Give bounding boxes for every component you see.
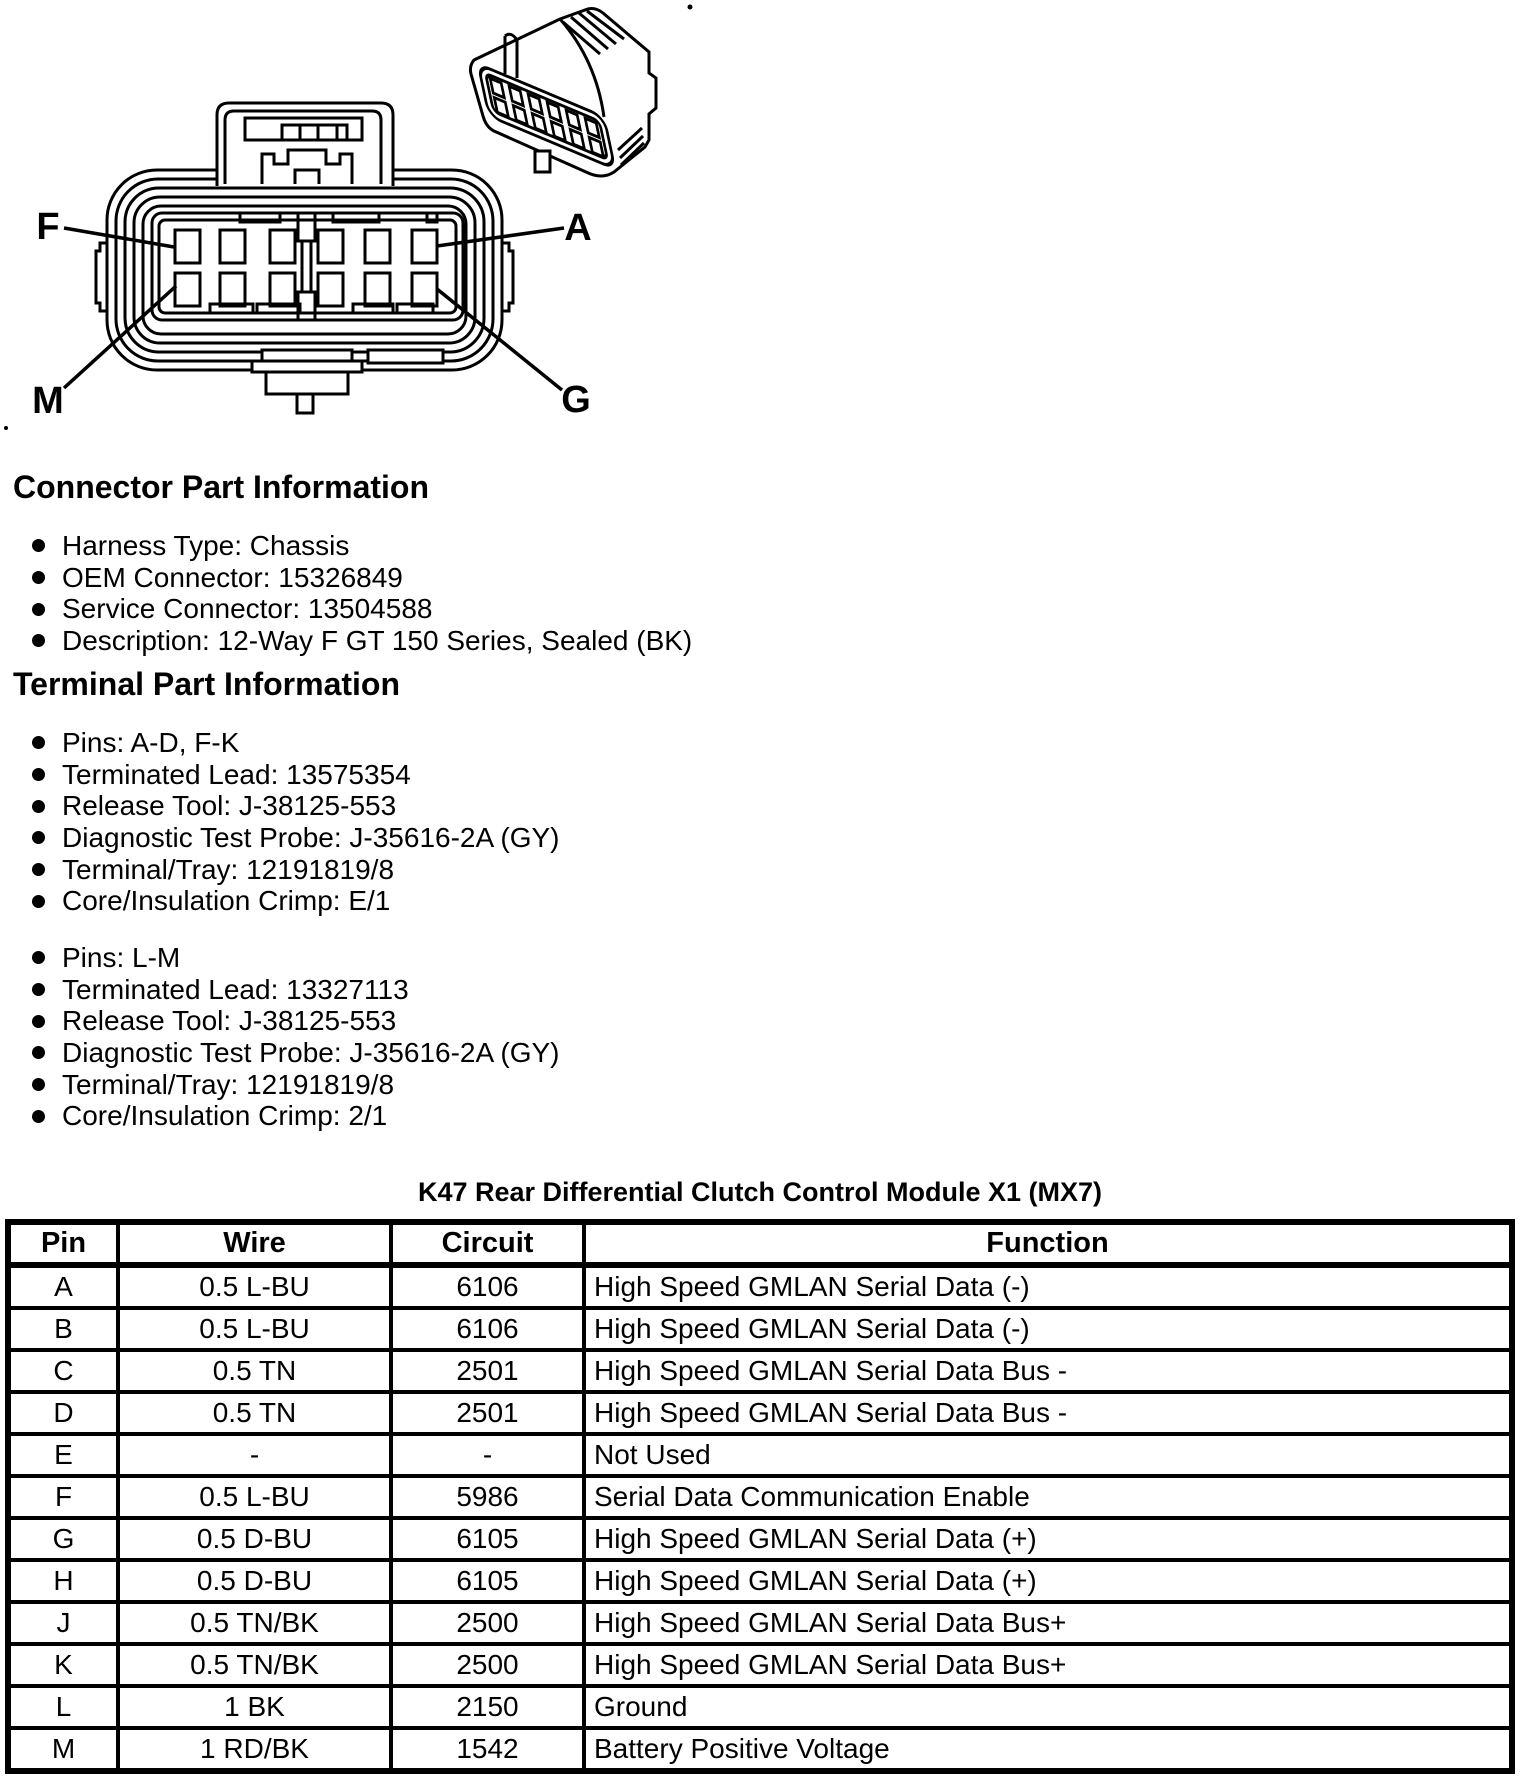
cell-pin: B	[8, 1308, 118, 1350]
pin-cavity	[220, 230, 245, 263]
cell-circuit: 2501	[391, 1392, 584, 1434]
list-item: Pins: L-M	[0, 942, 560, 974]
table-row	[8, 1265, 1512, 1308]
scan-dot	[4, 426, 8, 430]
list-item: Pins: A-D, F-K	[0, 727, 560, 759]
center-divider	[302, 241, 311, 292]
list-item: Diagnostic Test Probe: J-35616-2A (GY)	[0, 1037, 560, 1069]
list-item: Diagnostic Test Probe: J-35616-2A (GY)	[0, 822, 560, 854]
cell-pin: E	[8, 1434, 118, 1476]
bullet-icon	[32, 800, 45, 813]
bullet-icon	[32, 1046, 45, 1059]
pin-cavity	[270, 230, 295, 263]
cell-circuit: 5986	[391, 1476, 584, 1518]
bullet-icon	[32, 951, 45, 964]
cell-function: High Speed GMLAN Serial Data Bus -	[584, 1392, 1512, 1434]
pin-cavity	[220, 273, 245, 306]
list-item: Terminal/Tray: 12191819/8	[0, 1069, 560, 1101]
bullet-icon	[32, 1015, 45, 1028]
cell-circuit: 6106	[391, 1308, 584, 1350]
pin-cavity	[365, 273, 390, 306]
cell-function: Ground	[584, 1686, 1512, 1728]
pin-label-g: G	[561, 379, 591, 421]
center-divider	[298, 213, 315, 241]
3d-pin-holes	[490, 78, 603, 156]
cell-pin: M	[8, 1728, 118, 1771]
cell-circuit: 6105	[391, 1560, 584, 1602]
table-row	[8, 1392, 1512, 1434]
list-item: Core/Insulation Crimp: 2/1	[0, 1100, 560, 1132]
cell-function: High Speed GMLAN Serial Data (+)	[584, 1518, 1512, 1560]
cell-function: High Speed GMLAN Serial Data (-)	[584, 1308, 1512, 1350]
cell-function: Not Used	[584, 1434, 1512, 1476]
bullet-icon	[32, 571, 45, 584]
bullet-icon	[32, 831, 45, 844]
list-item: Terminal/Tray: 12191819/8	[0, 854, 560, 886]
pin-label-f: F	[36, 206, 60, 248]
pin-g-cavity	[412, 273, 437, 306]
cell-wire: 0.5 L-BU	[118, 1265, 391, 1308]
cell-wire: 1 BK	[118, 1686, 391, 1728]
bullet-icon	[32, 895, 45, 908]
table-row	[8, 1602, 1512, 1644]
pin-m-cavity	[175, 273, 200, 306]
table-row	[8, 1644, 1512, 1686]
cell-pin: D	[8, 1392, 118, 1434]
table-row	[8, 1518, 1512, 1560]
terminal-part-info-list-1	[0, 727, 560, 917]
cell-wire: 0.5 D-BU	[118, 1518, 391, 1560]
list-item: Description: 12-Way F GT 150 Series, Sealed (BK)	[0, 625, 692, 657]
list-item: Terminated Lead: 13575354	[0, 759, 560, 791]
cell-pin: C	[8, 1350, 118, 1392]
cell-circuit: 2501	[391, 1350, 584, 1392]
pin-label-a: A	[564, 207, 592, 249]
cell-wire: 0.5 TN/BK	[118, 1644, 391, 1686]
cell-pin: A	[8, 1265, 118, 1308]
bullet-icon	[32, 634, 45, 647]
leader-line-g	[437, 289, 562, 390]
scan-dot	[688, 5, 693, 10]
bullet-icon	[32, 1078, 45, 1091]
cell-function: Serial Data Communication Enable	[584, 1476, 1512, 1518]
column-header-pin: Pin	[8, 1222, 118, 1265]
cell-circuit: 2150	[391, 1686, 584, 1728]
table-row	[8, 1476, 1512, 1518]
cell-function: Battery Positive Voltage	[584, 1728, 1512, 1771]
leader-line-m	[64, 286, 176, 388]
table-row	[8, 1434, 1512, 1476]
bullet-icon	[32, 863, 45, 876]
cell-wire: 0.5 L-BU	[118, 1308, 391, 1350]
cell-pin: L	[8, 1686, 118, 1728]
list-item: OEM Connector: 15326849	[0, 562, 692, 594]
cell-wire: 0.5 TN	[118, 1350, 391, 1392]
table-row	[8, 1728, 1512, 1771]
pin-cavity	[318, 273, 343, 306]
bullet-icon	[32, 1110, 45, 1123]
cell-function: High Speed GMLAN Serial Data (+)	[584, 1560, 1512, 1602]
list-item: Release Tool: J-38125-553	[0, 1005, 560, 1037]
cell-function: High Speed GMLAN Serial Data (-)	[584, 1265, 1512, 1308]
list-item: Service Connector: 13504588	[0, 593, 692, 625]
pin-a-cavity	[412, 230, 437, 263]
terminal-part-info-heading: Terminal Part Information	[13, 666, 401, 702]
connector-part-info-list	[0, 530, 692, 657]
3d-bottom-stub	[535, 151, 550, 172]
column-header-circuit: Circuit	[391, 1222, 584, 1265]
pinout-table-title: K47 Rear Differential Clutch Control Module X1 (MX7)	[417, 1177, 1103, 1207]
pin-label-m: M	[32, 380, 64, 422]
list-item: Core/Insulation Crimp: E/1	[0, 885, 560, 917]
bullet-icon	[32, 983, 45, 996]
right-index-bump	[502, 243, 513, 311]
table-row	[8, 1560, 1512, 1602]
list-item: Harness Type: Chassis	[0, 530, 692, 562]
cell-wire: -	[118, 1434, 391, 1476]
connector-bottom-tab	[252, 350, 443, 413]
column-header-function: Function	[584, 1222, 1512, 1265]
terminal-part-info-list-2	[0, 942, 560, 1132]
cell-wire: 1 RD/BK	[118, 1728, 391, 1771]
cell-pin: H	[8, 1560, 118, 1602]
cell-circuit: 1542	[391, 1728, 584, 1771]
pin-f-cavity	[175, 230, 200, 263]
cell-circuit: 6106	[391, 1265, 584, 1308]
bullet-icon	[32, 603, 45, 616]
cell-pin: J	[8, 1602, 118, 1644]
list-item: Release Tool: J-38125-553	[0, 790, 560, 822]
cell-wire: 0.5 D-BU	[118, 1560, 391, 1602]
connector-body-rings	[107, 170, 502, 370]
connector-diagram	[0, 0, 700, 460]
cell-wire: 0.5 TN/BK	[118, 1602, 391, 1644]
bullet-icon	[32, 768, 45, 781]
table-row	[8, 1308, 1512, 1350]
cell-pin: F	[8, 1476, 118, 1518]
table-row	[8, 1686, 1512, 1728]
cell-wire: 0.5 TN	[118, 1392, 391, 1434]
pin-cavity	[318, 230, 343, 263]
bullet-icon	[32, 736, 45, 749]
cell-wire: 0.5 L-BU	[118, 1476, 391, 1518]
cell-pin: G	[8, 1518, 118, 1560]
bullet-icon	[32, 539, 45, 552]
connector-lock-tab	[217, 103, 393, 186]
table-header-row	[8, 1222, 1512, 1265]
pin-cavity	[365, 230, 390, 263]
cell-pin: K	[8, 1644, 118, 1686]
connector-3d-view	[470, 9, 656, 176]
cell-circuit: -	[391, 1434, 584, 1476]
cell-function: High Speed GMLAN Serial Data Bus+	[584, 1602, 1512, 1644]
cell-circuit: 2500	[391, 1644, 584, 1686]
pin-cavity	[270, 273, 295, 306]
connector-front-view	[32, 103, 592, 422]
cell-circuit: 2500	[391, 1602, 584, 1644]
column-header-wire: Wire	[118, 1222, 391, 1265]
cell-function: High Speed GMLAN Serial Data Bus -	[584, 1350, 1512, 1392]
connector-part-info-heading: Connector Part Information	[13, 469, 430, 505]
table-row	[8, 1350, 1512, 1392]
list-item: Terminated Lead: 13327113	[0, 974, 560, 1006]
pinout-table	[5, 1219, 1515, 1774]
cell-circuit: 6105	[391, 1518, 584, 1560]
left-index-bump	[96, 243, 107, 311]
cell-function: High Speed GMLAN Serial Data Bus+	[584, 1644, 1512, 1686]
